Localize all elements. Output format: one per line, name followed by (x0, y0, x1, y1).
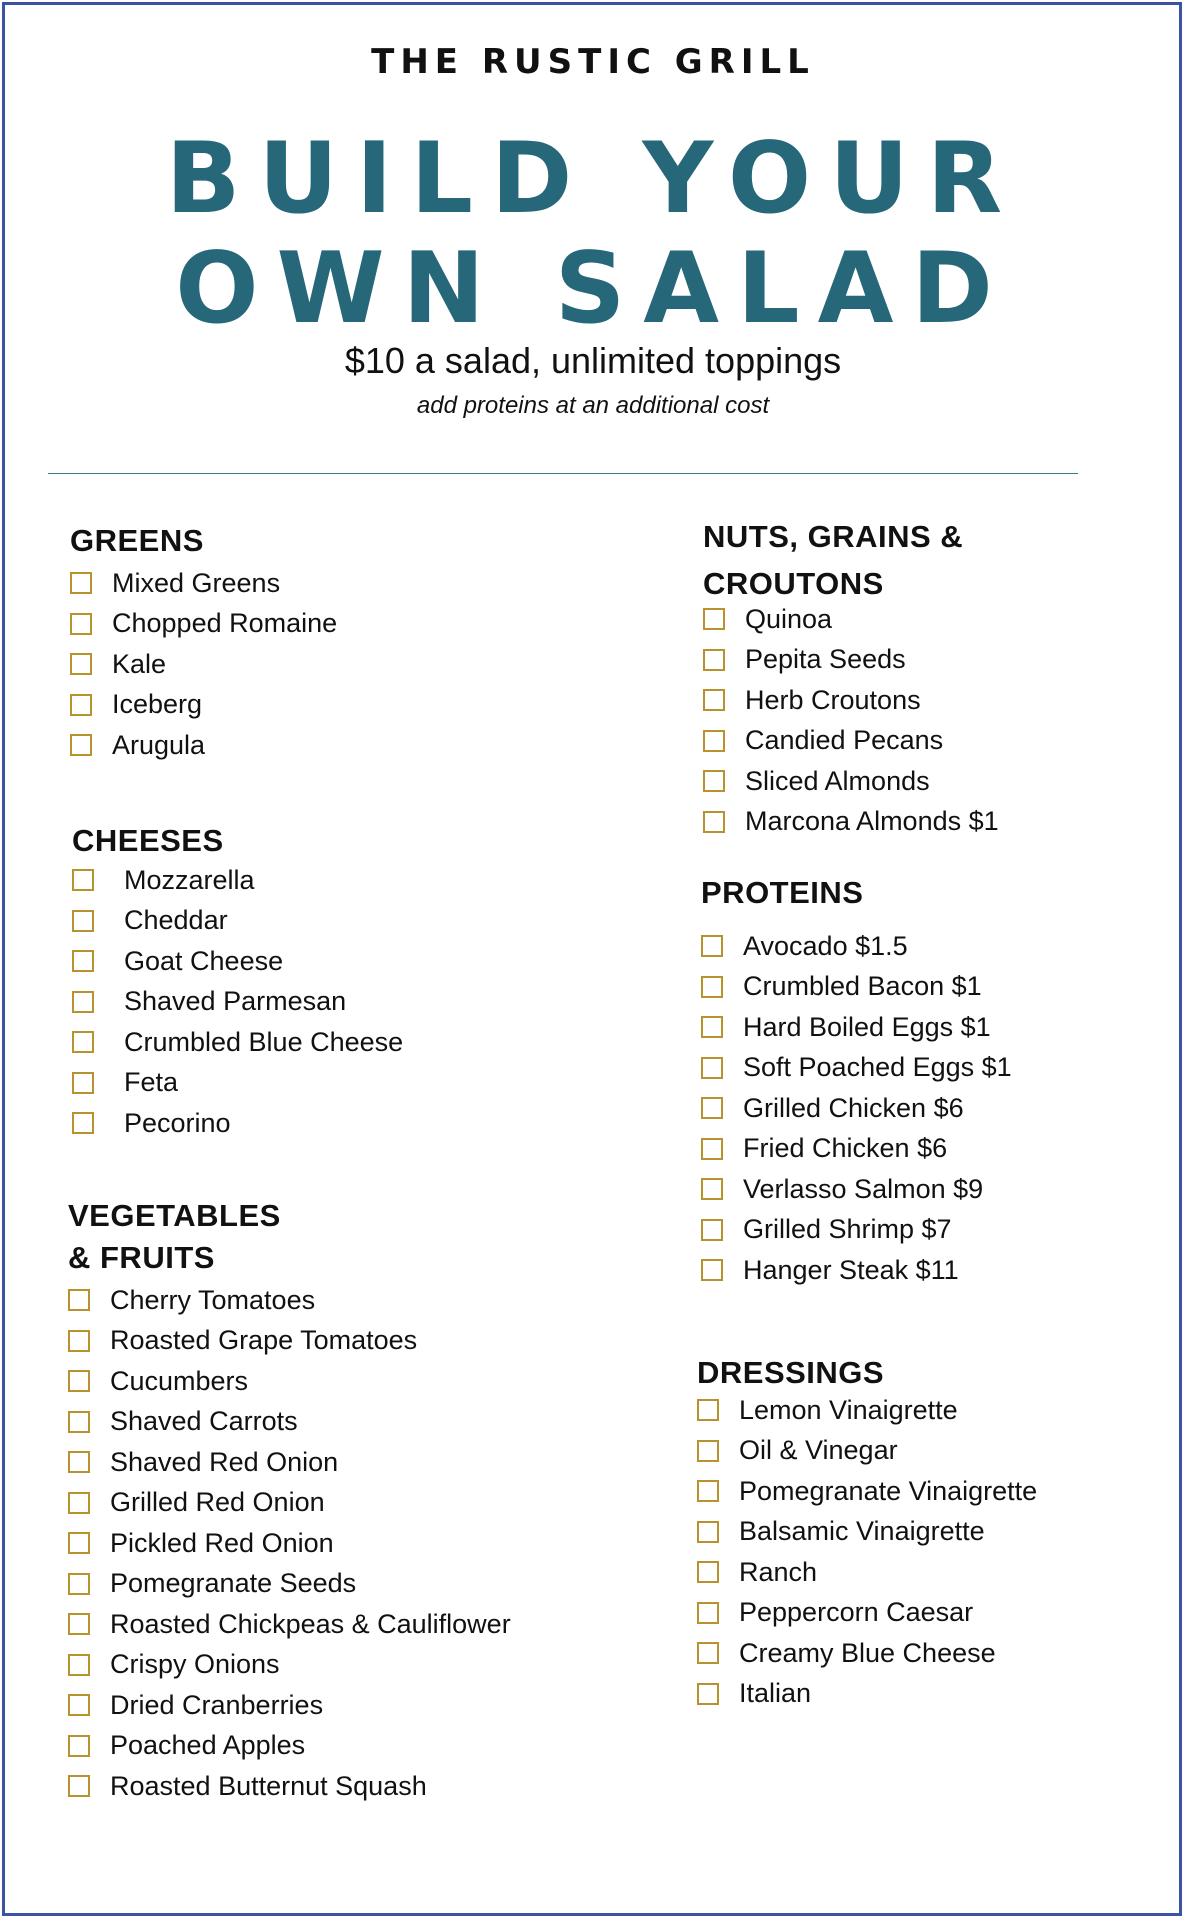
checklist-item (697, 1593, 1167, 1634)
checklist-item (68, 1766, 588, 1807)
checklist-item (697, 1512, 1167, 1553)
item-label: Feta (124, 1067, 179, 1098)
item-label: Shaved Red Onion (110, 1446, 339, 1477)
checkbox[interactable] (701, 1097, 723, 1119)
item-label: Cheddar (124, 905, 228, 936)
checklist-item (72, 941, 552, 982)
checkbox[interactable] (72, 1112, 94, 1134)
checkbox[interactable] (68, 1735, 90, 1757)
item-list (697, 1390, 1167, 1714)
checkbox[interactable] (68, 1370, 90, 1392)
checkbox[interactable] (703, 811, 725, 833)
checklist-item (68, 1402, 588, 1443)
item-label: Kale (112, 648, 167, 679)
item-label: Mozzarella (124, 864, 255, 895)
checklist-item (68, 1442, 588, 1483)
item-label: Shaved Carrots (110, 1406, 298, 1437)
item-list (701, 926, 1161, 1291)
checklist-item (703, 680, 1163, 721)
checkbox[interactable] (703, 770, 725, 792)
checklist-item (72, 1063, 552, 1104)
checkbox[interactable] (703, 608, 725, 630)
section-heading: PROTEINS (701, 875, 864, 910)
item-label: Pepita Seeds (745, 644, 906, 675)
checklist-item (701, 1210, 1161, 1251)
item-label: Cherry Tomatoes (110, 1284, 316, 1315)
checkbox[interactable] (72, 1031, 94, 1053)
checklist-item (68, 1726, 588, 1767)
checkbox[interactable] (697, 1642, 719, 1664)
checkbox[interactable] (68, 1654, 90, 1676)
section-cheeses (72, 822, 552, 1144)
item-label: Soft Poached Eggs $1 (743, 1052, 1012, 1083)
section-greens (70, 522, 550, 766)
checkbox[interactable] (68, 1532, 90, 1554)
checkbox[interactable] (701, 1057, 723, 1079)
checklist-item (72, 1103, 552, 1144)
item-label: Crispy Onions (110, 1649, 280, 1680)
protein-note: add proteins at an additional cost (416, 392, 770, 419)
checklist-item (701, 1250, 1161, 1291)
price-subtitle: $10 a salad, unlimited toppings (344, 340, 842, 381)
item-label: Fried Chicken $6 (743, 1133, 948, 1164)
item-label: Marcona Almonds $1 (745, 806, 999, 837)
divider (48, 473, 1078, 474)
checklist-item (68, 1321, 588, 1362)
section-heading: CHEESES (72, 823, 224, 858)
item-list (703, 599, 1163, 842)
item-label: Balsamic Vinaigrette (739, 1516, 985, 1547)
checklist-item (68, 1645, 588, 1686)
checkbox[interactable] (68, 1451, 90, 1473)
item-label: Chopped Romaine (112, 608, 338, 639)
checklist-item (697, 1674, 1167, 1715)
checkbox[interactable] (703, 649, 725, 671)
checklist-item (703, 599, 1163, 640)
checkbox[interactable] (701, 1178, 723, 1200)
checkbox[interactable] (72, 1072, 94, 1094)
checklist-item (701, 1048, 1161, 1089)
item-label: Poached Apples (110, 1730, 306, 1761)
checklist-item (68, 1564, 588, 1605)
checklist-item (70, 685, 550, 726)
checklist-item (701, 1007, 1161, 1048)
item-label: Crumbled Blue Cheese (124, 1026, 404, 1057)
section-nuts (703, 518, 1163, 842)
item-label: Roasted Butternut Squash (110, 1770, 427, 1801)
section-vegetables (68, 1197, 588, 1807)
item-label: Pickled Red Onion (110, 1527, 334, 1558)
item-label: Quinoa (745, 603, 833, 634)
checklist-item (72, 1022, 552, 1063)
item-label: Peppercorn Caesar (739, 1597, 974, 1628)
item-label: Avocado $1.5 (743, 930, 908, 961)
checkbox[interactable] (68, 1289, 90, 1311)
checklist-item (70, 725, 550, 766)
section-dressings (697, 1354, 1167, 1714)
checkbox[interactable] (701, 976, 723, 998)
item-label: Iceberg (112, 689, 203, 720)
item-label: Pomegranate Vinaigrette (739, 1475, 1038, 1506)
checklist-item (72, 860, 552, 901)
checklist-item (697, 1431, 1167, 1472)
item-label: Dried Cranberries (110, 1689, 324, 1720)
checkbox[interactable] (72, 910, 94, 932)
item-label: Arugula (112, 729, 206, 760)
checkbox[interactable] (72, 991, 94, 1013)
checklist-item (70, 604, 550, 645)
checkbox[interactable] (697, 1521, 719, 1543)
checkbox[interactable] (68, 1492, 90, 1514)
item-label: Herb Croutons (745, 684, 921, 715)
section-heading: GREENS (70, 523, 204, 558)
item-label: Cucumbers (110, 1365, 249, 1396)
checklist-item (68, 1523, 588, 1564)
item-label: Sliced Almonds (745, 765, 930, 796)
section-heading-line2: & FRUITS (68, 1240, 215, 1275)
checklist-item (703, 640, 1163, 681)
item-list (70, 563, 550, 766)
checkbox[interactable] (697, 1440, 719, 1462)
checklist-item (701, 1129, 1161, 1170)
checklist-item (70, 644, 550, 685)
checklist-item (701, 967, 1161, 1008)
checkbox[interactable] (697, 1683, 719, 1705)
section-heading: DRESSINGS (697, 1355, 885, 1390)
item-label: Oil & Vinegar (739, 1435, 898, 1466)
checkbox[interactable] (697, 1561, 719, 1583)
checkbox[interactable] (72, 869, 94, 891)
checkbox[interactable] (701, 935, 723, 957)
item-label: Grilled Chicken $6 (743, 1092, 964, 1123)
checkbox[interactable] (68, 1330, 90, 1352)
item-label: Grilled Shrimp $7 (743, 1214, 952, 1245)
checklist-item (701, 1169, 1161, 1210)
item-label: Mixed Greens (112, 567, 281, 598)
checkbox[interactable] (703, 689, 725, 711)
restaurant-name: THE RUSTIC GRILL (371, 42, 815, 82)
checkbox[interactable] (697, 1399, 719, 1421)
checkbox[interactable] (697, 1480, 719, 1502)
checkbox[interactable] (70, 613, 92, 635)
item-label: Roasted Grape Tomatoes (110, 1325, 418, 1356)
checklist-item (697, 1471, 1167, 1512)
checkbox[interactable] (68, 1613, 90, 1635)
section-heading-line2: CROUTONS (703, 566, 884, 601)
item-label: Verlasso Salmon $9 (743, 1173, 984, 1204)
item-label: Goat Cheese (124, 945, 284, 976)
title-line-2: OWN SALAD (175, 232, 1011, 346)
item-label: Shaved Parmesan (124, 986, 347, 1017)
checklist-item (68, 1604, 588, 1645)
checkbox[interactable] (68, 1573, 90, 1595)
checkbox[interactable] (701, 1219, 723, 1241)
item-label: Hard Boiled Eggs $1 (743, 1011, 991, 1042)
item-label: Pecorino (124, 1107, 231, 1138)
checkbox[interactable] (697, 1602, 719, 1624)
checkbox[interactable] (70, 653, 92, 675)
item-label: Lemon Vinaigrette (739, 1394, 958, 1425)
item-label: Pomegranate Seeds (110, 1568, 357, 1599)
checklist-item (72, 901, 552, 942)
checklist-item (72, 982, 552, 1023)
section-heading-line1: NUTS, GRAINS & (703, 519, 964, 554)
checklist-item (68, 1280, 588, 1321)
checkbox[interactable] (701, 1138, 723, 1160)
item-label: Hanger Steak $11 (743, 1254, 959, 1285)
checklist-item (68, 1361, 588, 1402)
checklist-item (68, 1483, 588, 1524)
item-label: Crumbled Bacon $1 (743, 971, 982, 1002)
checklist-item (697, 1552, 1167, 1593)
checkbox[interactable] (701, 1016, 723, 1038)
item-label: Roasted Chickpeas & Cauliflower (110, 1608, 511, 1639)
section-heading-line1: VEGETABLES (68, 1198, 281, 1233)
checklist-item (703, 761, 1163, 802)
checklist-item (703, 802, 1163, 843)
checkbox[interactable] (68, 1775, 90, 1797)
checklist-item (697, 1390, 1167, 1431)
item-label: Grilled Red Onion (110, 1487, 325, 1518)
item-list (72, 860, 552, 1144)
checklist-item (701, 926, 1161, 967)
checkbox[interactable] (701, 1259, 723, 1281)
checkbox[interactable] (70, 572, 92, 594)
item-label: Italian (739, 1678, 812, 1709)
section-proteins (701, 874, 1161, 1291)
checklist-item (70, 563, 550, 604)
checkbox[interactable] (72, 950, 94, 972)
checkbox[interactable] (68, 1411, 90, 1433)
checkbox[interactable] (703, 730, 725, 752)
checklist-item (697, 1633, 1167, 1674)
checklist-item (703, 721, 1163, 762)
checkbox[interactable] (70, 694, 92, 716)
checkbox[interactable] (70, 734, 92, 756)
item-label: Candied Pecans (745, 725, 944, 756)
item-label: Creamy Blue Cheese (739, 1637, 996, 1668)
checklist-item (68, 1685, 588, 1726)
checklist-item (701, 1088, 1161, 1129)
item-list (68, 1280, 588, 1807)
checkbox[interactable] (68, 1694, 90, 1716)
item-label: Ranch (739, 1556, 818, 1587)
title-line-1: BUILD YOUR (165, 122, 1021, 236)
